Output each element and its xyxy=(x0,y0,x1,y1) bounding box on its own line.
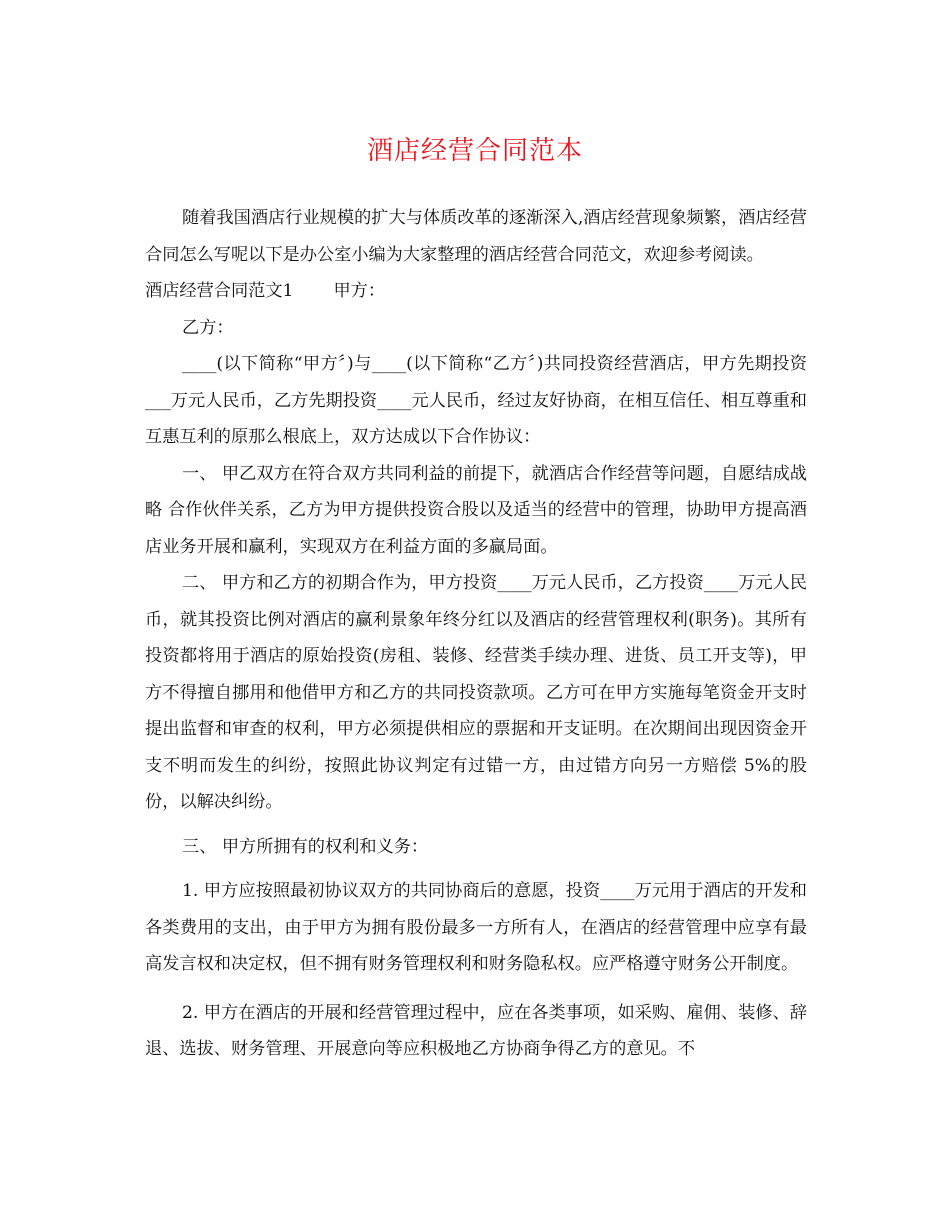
sample-heading: 酒店经营合同范文1 xyxy=(145,281,294,301)
sample-heading-line xyxy=(145,273,807,310)
document-title: 酒店经营合同范本 xyxy=(366,136,583,166)
clause-2: 二、 甲方和乙方的初期合作为，甲方投资____万元人民币，乙方投资____万元人民币，就其投资比例对酒店的赢利景象年终分红以及酒店的经营管理权利(职务)。其所有投资都将用于酒店的原始投资(房租、装修、经营类手续办理、进货、员工开支等)，甲方不得擅自挪用和他借甲方和乙方的共同投资款项。乙方可在甲方实施每笔资金开支时提出监督和审查的权利，甲方必须提供相应的票据和开支证明。在次期间出现因资金开支不明而发生的纠纷，按照此协议判定有过错一方，由过错方向另一方赔偿 5%的股份，以解决纠纷。 xyxy=(145,573,807,812)
clause-3-heading: 三、 甲方所拥有的权利和义务： xyxy=(182,836,429,857)
preamble-paragraph: ____(以下简称“甲方〞)与____(以下简称“乙方〞)共同投资经营酒店，甲方先期投资___万元人民币，乙方先期投资____元人民币，经过友好协商，在相互信任、相互尊重和互惠互利的原那么根底上，双方达成以下合作协议： xyxy=(145,354,807,447)
document-body xyxy=(145,200,807,1068)
party-a-label: 甲方： xyxy=(333,281,386,301)
intro-paragraph: 随着我国酒店行业规模的扩大与体质改革的逐渐深入,酒店经营现象频繁，酒店经营合同怎么写呢以下是办公室小编为大家整理的酒店经营合同范文，欢迎参考阅读。 xyxy=(145,208,807,265)
clause-3-item-2: 2. 甲方在酒店的开展和经营管理过程中，应在各类事项，如采购、雇佣、装修、辞退、选拔、财务管理、开展意向等应积极地乙方协商争得乙方的意见。不 xyxy=(145,1002,807,1059)
party-b-label: 乙方： xyxy=(182,317,234,338)
clause-1: 一、 甲乙双方在符合双方共同利益的前提下，就酒店合作经营等问题，自愿结成战略 合作伙伴关系，乙方为甲方提供投资合股以及适当的经营中的管理，协助甲方提高酒店业务开展和赢利，实现双方在利益方面的多赢局面。 xyxy=(145,463,807,557)
clause-3-item-1: 1. 甲方应按照最初协议双方的共同协商后的意愿，投资____万元用于酒店的开发和各类费用的支出，由于甲方为拥有股份最多一方所有人，在酒店的经营管理中应享有最高发言权和决定权，但不拥有财务管理权利和财务隐私权。应严格遵守财务公开制度。 xyxy=(145,881,807,974)
